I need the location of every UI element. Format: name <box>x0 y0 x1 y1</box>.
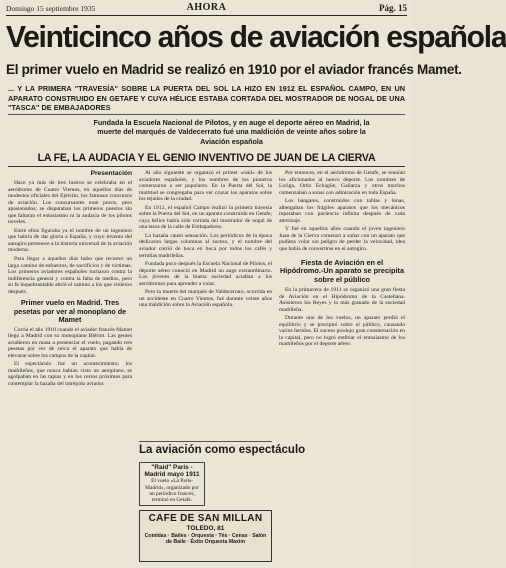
article-paragraph: Fundada poco después la Escuela Nacional de Pilotos, el deporte aéreo conoció en Madrid un auge extraordinario. Los jóvenes de la buena sociedad acudían a los aeródromos para aprender a volar. <box>139 261 272 287</box>
column-1-heading: Presentación <box>90 170 132 177</box>
article-paragraph: En la primavera de 1911 se organizó una gran fiesta de Aviación en el Hipódromo de la Castellana. Asistieron los Reyes y lo más granado de la sociedad madrileña. <box>279 286 405 313</box>
article-paragraph: La hazaña causó sensación. Los periódicos de la época dedicaron largas columnas al suceso, y el nombre del aviador corrió de boca en boca por todos los cafés y tertulias madrileñas. <box>139 232 272 259</box>
column-2 <box>139 170 272 442</box>
advert-address: TOLEDO, 81 <box>186 525 225 532</box>
column-1-subheading: Primer vuelo en Madrid. Tres pesetas por ver al monoplano de Mamet <box>13 298 127 325</box>
article-paragraph: Pero la muerte del marqués de Valdecerrato, ocurrida en un accidente en Cuatro Vientos, fué durante veinte años una maldición sobre la Aviación española. <box>139 289 272 309</box>
masthead <box>6 3 407 16</box>
page-number: Pág. 15 <box>379 3 407 13</box>
newspaper-name: AHORA <box>186 2 227 13</box>
article-paragraph: Al año siguiente se organizó el primer «raid» de los aviadores españoles, y los nombres de los pioneros comenzaron a ser populares. En la Puerta del Sol, la multitud se congregaba para ver cruzar los aparatos sobre los tejados de la ciudad. <box>139 170 272 203</box>
main-headline: Veinticinco años de aviación española <box>6 20 506 54</box>
raid-title: "Raid" París - Madrid mayo 1911 <box>144 464 200 479</box>
raid-text: El vuelo «La Paris-Madrid», organizado por un periódico francés, terminó en Getafe. <box>145 478 199 504</box>
column-1 <box>8 170 132 562</box>
article-paragraph: Por entonces, en el aeródromo de Getafe, se reunían los aficionados al nuevo deporte. Los nombres de Loriga, Ortiz Echagüe, Gallarza y otros muchos comenzaban a sonar con admiración en toda España. <box>279 170 405 196</box>
article-paragraph: Hace ya más de tres lustros se celebraba en el aeródromo de Cuatro Vientos, en aquellos días de modestos oficiales del Ejército, los famosos concursos de aviación. Los concursantes eran pocos, pero apasionados; se disputaban los primeros puestos sin que faltaran el entusiasmo ni la audacia de los pilotos noveles. <box>8 180 132 226</box>
column-3-subheading: Fiesta de Aviación en el Hipódromo.-Un aparato se precipita sobre el público <box>279 257 405 285</box>
advert-info: Comidas · Bailes · Orquesta · Tés · Cenas · Salón de Baile · Éxito Orquesta Maxim <box>144 533 267 546</box>
raid-box <box>139 462 205 506</box>
article-paragraph: Corría el año 1910 cuando el aviador francés Mamet llegó a Madrid con su monoplano Blériot. Las gentes acudieron en masa a presenciar el vuelo, pagando tres pesetas por ver de cerca el aparato que había de elevarse sobre los campos de la capital. <box>8 326 132 359</box>
subheadline: El primer vuelo en Madrid se realizó en 1910 por el aviador francés Mamet. <box>6 62 462 77</box>
section-kicker: LA FE, LA AUDACIA Y EL GENIO INVENTIVO DE JUAN DE LA CIERVA <box>8 150 405 167</box>
cafe-advertisement <box>139 510 272 562</box>
article-paragraph: Y fué en aquellos años cuando el joven ingeniero Juan de la Cierva comenzó a soñar con un aparato que pudiera volar sin peligro de perder la velocidad, idea que había de convertirse en el autogiro. <box>279 226 405 253</box>
article-paragraph: En 1912, el español Campo realizó la primera travesía sobre la Puerta del Sol, en un aparato construido en Getafe, cuya hélice había sido cortada del mostrador de nogal de una tasca de la calle de Embajadores. <box>139 204 272 231</box>
article-paragraph: Entre ellos figuraba ya el nombre de un ingeniero que habría de dar gloria a España, y cuyo invento del autogiro pertenece a la historia universal de la aviación moderna. <box>8 227 132 254</box>
article-paragraph: El espectáculo fué un acontecimiento; los madrileños, que nunca habían visto un aeroplano, se agolpaban en las tapias y en los cerros próximos para contemplar la hazaña del intrépido aviador. <box>8 361 132 387</box>
advert-name: CAFE DE SAN MILLAN <box>148 513 263 524</box>
issue-date: Domingo 15 septiembre 1935 <box>6 4 96 13</box>
deck-secondary: Fundada la Escuela Nacional de Pilotos, y en auge el deporte aéreo en Madrid, la muerte del marqués de Valdecerrato fué una maldición de veinte años sobre la Aviación española <box>93 118 370 146</box>
deck-summary: ... Y LA PRIMERA "TRAVESÍA" SOBRE LA PUERTA DEL SOL LA HIZO EN 1912 EL ESPAÑOL CAMPO, EN UN APARATO CONSTRUIDO EN GETAFE Y CUYA HÉLICE ESTABA CORTADA DEL MOSTRADOR DE NOGAL DE UNA "TASCA" DE EMBAJADORES <box>8 84 405 115</box>
article-paragraph: Durante uno de los vuelos, un aparato perdió el equilibrio y se precipitó sobre el público, causando varios heridos. El suceso produjo gran consternación en la capital, pero no logró entibiar el entusiasmo de los madrileños por el deporte aéreo. <box>279 315 405 348</box>
article-paragraph: Los hangares, construidos con tablas y lonas, albergaban los frágiles aparatos que los mecánicos reparaban con paciencia infinita después de cada aterrizaje. <box>279 198 405 224</box>
aviacion-section-title: La aviación como espectáculo <box>139 441 272 458</box>
article-paragraph: Para llegar a aquellos días hubo que recorrer un largo camino de esfuerzos, de sacrificios y de víctimas. Los primeros aviadores españoles lucharon contra la indiferencia general y contra la falta de medios, pero su fe inquebrantable abrió el camino a los que vinieron después. <box>8 256 132 295</box>
column-3 <box>279 170 405 562</box>
